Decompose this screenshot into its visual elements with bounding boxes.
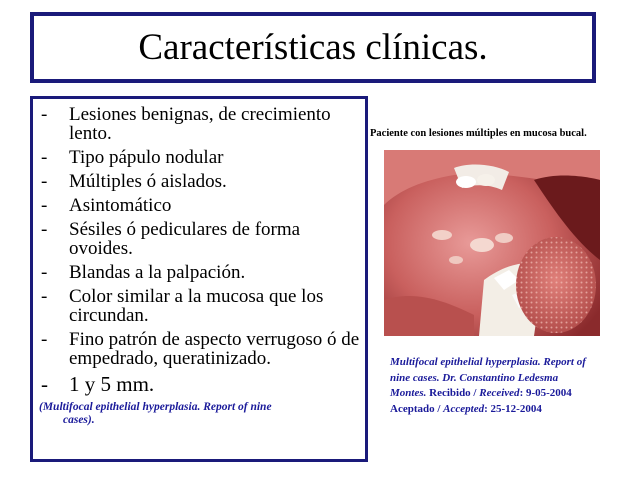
list-item: - 1 y 5 mm. [41, 372, 155, 396]
oral-mucosa-photo-icon [384, 150, 600, 336]
list-item: - Tipo pápulo nodular [41, 147, 224, 168]
list-item: - Sésiles ó pediculares de forma ovoides. [41, 219, 301, 259]
characteristics-list [39, 105, 361, 395]
photo-caption: Paciente con lesiones múltiples en mucosa bucal. [370, 128, 587, 139]
oral-mucosa-photo [384, 150, 600, 336]
list-item: - Color similar a la mucosa que los circundan. [41, 286, 324, 326]
accepted-line: Aceptado / Accepted: 25-12-2004 [390, 402, 542, 415]
title-box [30, 12, 596, 83]
list-item: - Múltiples ó aislados. [41, 171, 227, 192]
list-item: - Fino patrón de aspecto verrugoso ó de empedrado, queratinizado. [41, 329, 360, 369]
list-item: - Asintomático [41, 195, 172, 216]
list-citation: (Multifocal epithelial hyperplasia. Report of nine cases). [39, 401, 272, 426]
slide-title: Características clínicas. [138, 27, 488, 68]
characteristics-list-box [30, 96, 368, 462]
received-line: Montes. Recibido / Received: 9-05-2004 [390, 387, 572, 399]
reference-line: Multifocal epithelial hyperplasia. Report of [390, 356, 586, 368]
list-item: - Lesiones benignas, de crecimiento lento. [41, 104, 331, 144]
reference-line: nine cases. Dr. Constantino Ledesma [390, 371, 559, 384]
reference-block [390, 355, 630, 417]
list-item: - Blandas a la palpación. [41, 262, 246, 283]
